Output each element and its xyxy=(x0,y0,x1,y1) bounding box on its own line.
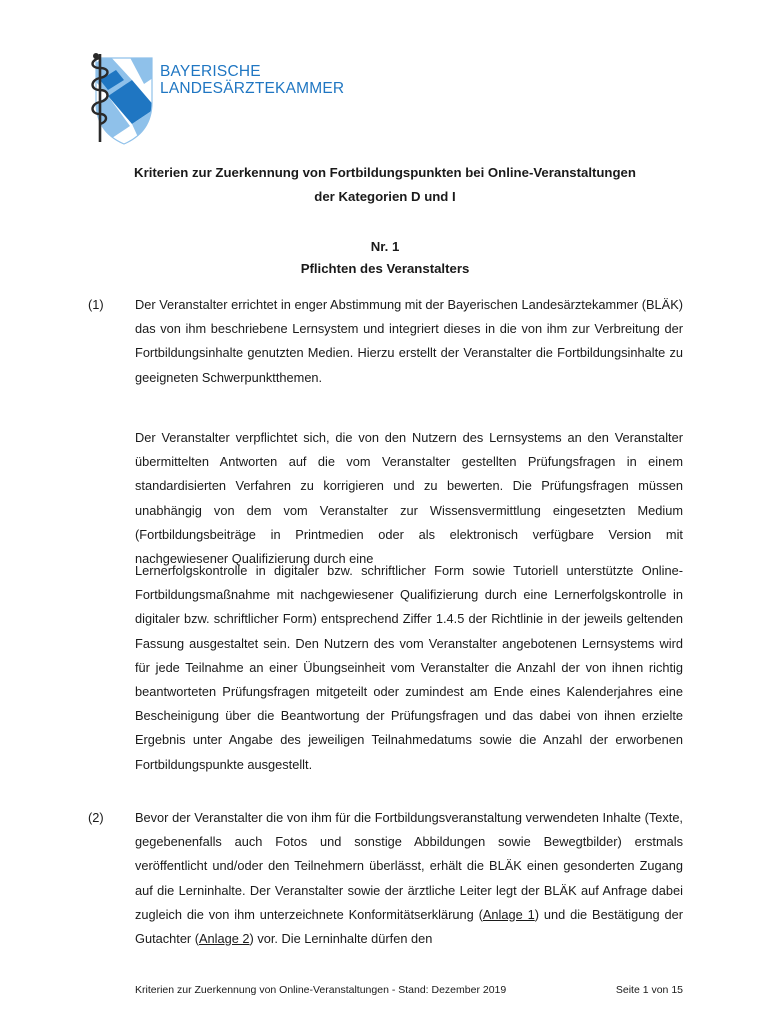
aesculapian-shield-icon xyxy=(86,50,156,146)
paragraph-2-text-part-2: ) und die Bestätigung der Gutachter ( xyxy=(135,906,683,947)
anlage-2-link[interactable]: Anlage 2 xyxy=(199,931,250,947)
paragraph-number-2: (2) xyxy=(88,810,104,825)
footer-page-number: Seite 1 von 15 xyxy=(615,984,683,996)
anlage-1-link[interactable]: Anlage 1 xyxy=(482,906,535,922)
paragraph-2-text xyxy=(135,806,683,951)
paragraph-1-continuation: Der Veranstalter verpflichtet sich, die von den Nutzern des Lernsystems an den Veranstalter übermittelten Antworten auf die vom Veranstalter gestellten Prüfungsfragen in einem standardisierten Verfahren zu korrigieren und zu bewerten. Die Prüfungsfragen müssen unabhängig von dem vom Veranstalter zur Wissensvermittlung eingesetzten Medium (Fortbildungsbeiträge in Printmedien oder als elektronisch verfügbare Version mit nachgewiesener Qualifizierung durch eine xyxy=(135,430,683,567)
paragraph-1-lernerfolgskontrolle: Lernerfolgskontrolle in digitaler bzw. schriftlicher Form sowie Tutoriell unterstützte Online-Fortbildungsmaßnahme mit nachgewiesener Qualifizierung durch eine Lernerfolgskontrolle in digitaler bzw. schriftlicher Form) entsprechend Ziffer 1.4.5 der Richtlinie in der jeweils geltenden Fassung ausgestaltet sein. Den Nutzern des vom Veranstalter angebotenen Lernsystems wird für jede Teilnahme an einer Übungseinheit vom Veranstalter die Anzahl der von ihnen richtig beantworteten Prüfungsfragen mitgeteilt oder zumindest am Ende eines Kalenderjahres eine Bescheinigung über die Beantwortung der Prüfungsfragen und das dabei von ihnen erzielte Ergebnis unter Angabe des jeweiligen Teilnahmedatums sowie die Anzahl der erworbenen Fortbildungspunkte ausgestellt. xyxy=(135,563,683,772)
section-header xyxy=(0,236,770,280)
paragraph-number-1: (1) xyxy=(88,297,104,312)
paragraph-2-text-part-1: Bevor der Veranstalter die von ihm für die Fortbildungsveranstaltung verwendeten Inhalte (Texte, gegebenenfalls auch Fotos und sonstige Abbildungen sowie Bewegtbilder) erstmals veröffentlicht und/oder den Teilnehmern überlässt, erhält die BLÄK einen gesonderten Zugang auf die Lerninhalte. Der Veranstalter sowie der ärztliche Leiter legt der BLÄK auf Anfrage dabei zugleich die von ihm unterzeichnete Konformitätserklärung ( xyxy=(135,810,683,922)
paragraph-1-text: Der Veranstalter errichtet in enger Abstimmung mit der Bayerischen Landesärztekammer (BLÄK) das von ihm beschriebene Lernsystem und integriert dieses in die von ihm zur Verbreitung der Fortbildungsinhalte genutzten Medien. Hierzu erstellt der Veranstalter die Fortbildungsinhalte zu geeigneten Schwerpunktthemen. xyxy=(135,297,683,385)
logo-line-2: LANDESÄRZTEKAMMER xyxy=(160,80,345,97)
logo-wordmark xyxy=(160,63,344,97)
section-heading: Pflichten des Veranstalters xyxy=(300,261,470,276)
footer-document-info: Kriterien zur Zuerkennung von Online-Veranstaltungen - Stand: Dezember 2019 xyxy=(135,984,507,996)
document-title-line-2: der Kategorien D und I xyxy=(314,189,456,204)
document-title xyxy=(80,161,690,209)
section-number: Nr. 1 xyxy=(370,239,400,254)
document-title-line-1: Kriterien zur Zuerkennung von Fortbildungspunkten bei Online-Veranstaltungen xyxy=(134,165,636,180)
logo-line-1: BAYERISCHE xyxy=(160,63,261,80)
paragraph-2-text-part-3: ) vor. Die Lerninhalte dürfen den xyxy=(249,931,433,947)
bayerische-landesaerztekammer-logo xyxy=(86,50,345,146)
